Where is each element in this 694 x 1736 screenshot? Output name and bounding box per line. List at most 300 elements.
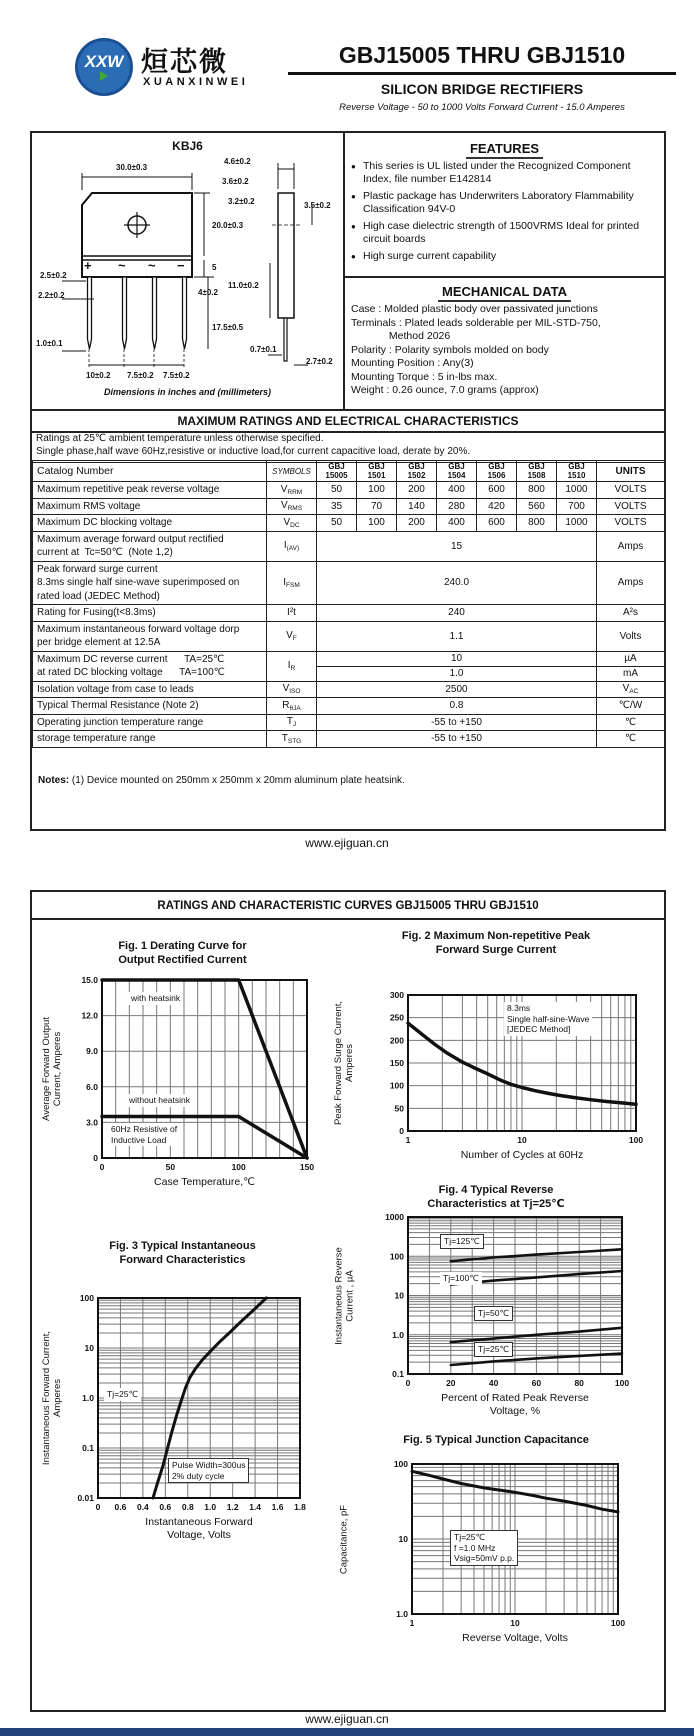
axis-tick-label: 0.6	[159, 1502, 172, 1512]
y-axis-label	[333, 975, 355, 1151]
symbol-subscript: RRM	[287, 488, 303, 496]
row-value: 100	[357, 515, 397, 532]
axis-tick-label: 15.0	[81, 975, 98, 985]
axis-tick-label: 200	[389, 1035, 404, 1046]
part-number-line: GBJ	[368, 462, 385, 471]
symbol-text: I	[287, 660, 291, 671]
row-symbol	[267, 651, 317, 681]
dimension-label: 2.7±0.2	[306, 357, 333, 366]
figure-title-line: Characteristics at Tj=25℃	[427, 1197, 565, 1210]
header-part-number	[317, 461, 357, 482]
dimension-label: 11.0±0.2	[228, 281, 259, 290]
row-value: 2500	[317, 681, 597, 698]
table-row	[33, 515, 665, 532]
table-row	[33, 681, 665, 698]
axis-tick-label: 0	[405, 1378, 411, 1388]
axis-tick-label: 100	[389, 1080, 404, 1091]
axis-tick-label: 100	[79, 1293, 94, 1303]
package-outline-drawing	[32, 133, 343, 409]
ratings-note-1: Ratings at 25℃ ambient temperature unless otherwise specified.	[36, 433, 324, 444]
page2-frame	[30, 890, 666, 1712]
polarity-mark: ~	[118, 258, 126, 273]
header-catalog: Catalog Number	[33, 461, 267, 482]
axis-tick-label: 6.0	[86, 1081, 98, 1092]
symbol-subscript: STG	[287, 737, 302, 745]
axis-tick-label: 12.0	[81, 1010, 98, 1021]
axis-tick-label: 50	[165, 1162, 176, 1172]
drawing-caption: Dimensions in inches and (millimeters)	[103, 387, 272, 397]
axis-tick-label: 150	[299, 1162, 315, 1172]
y-axis-label-line: Current, Amperes	[52, 1031, 63, 1107]
axis-tick-label: 300	[389, 990, 404, 1000]
row-unit	[597, 531, 665, 561]
feature-item: ● High case dielectric strength of 1500VRMS Ideal for printed circuit boards	[363, 220, 656, 246]
x-axis-label	[78, 1516, 320, 1541]
symbol-text: V	[286, 630, 293, 641]
dimension-label: 3.5±0.2	[304, 201, 331, 210]
logo-english-name: XUANXINWEI	[143, 76, 249, 88]
axis-tick-label: 80	[574, 1378, 584, 1388]
dimension-label: 3.2±0.2	[228, 197, 255, 206]
logo-xxw-text: XXW	[84, 51, 124, 71]
chart-annotation	[474, 1342, 513, 1357]
y-axis-label	[339, 1444, 350, 1634]
axis-tick-label: 1.8	[294, 1502, 306, 1512]
row-value: 240	[317, 605, 597, 622]
row-unit	[597, 621, 665, 651]
axis-tick-label: 1.2	[226, 1502, 239, 1512]
row-value: 560	[517, 498, 557, 515]
x-axis-label	[388, 1392, 642, 1417]
axis-tick-label: 0.6	[114, 1502, 127, 1512]
axis-tick-label: 100	[393, 1459, 408, 1469]
ratings-note-2: Single phase,half wave 60Hz,resistive or inductive load,for current capacitive load, derate by 20%.	[36, 445, 471, 457]
chart-annotation	[128, 992, 183, 1005]
notes-text: (1) Device mounted on 250mm x 250mm x 20mm aluminum plate heatsink.	[69, 775, 405, 786]
figure-title-line: Fig. 1 Derating Curve for	[118, 940, 247, 952]
dimension-label: 4±0.2	[198, 288, 218, 297]
y-axis-label-line: Average Forward Output	[41, 1017, 52, 1121]
row-symbol	[267, 482, 317, 499]
figure-2-plot	[332, 930, 666, 1149]
table-row	[33, 531, 665, 561]
figure-title-line: Fig. 5 Typical Junction Capacitance	[403, 1434, 589, 1446]
row-label-line: Peak forward surge current	[37, 563, 158, 575]
row-label-line: Maximum DC blocking voltage	[37, 517, 173, 528]
ratings-tagline: Reverse Voltage - 50 to 1000 Volts Forward Current - 15.0 Amperes	[339, 102, 625, 113]
symbol-text: V	[280, 483, 288, 495]
symbol-text: I²t	[287, 607, 296, 619]
symbol-subscript: θJA	[289, 704, 301, 712]
symbol-text: ℃	[624, 733, 637, 745]
feature-item: ● Plastic package has Underwriters Laboratory Flammability Classification 94V-0	[363, 190, 656, 216]
mechanical-line: Method 2026	[351, 330, 451, 342]
chart-annotation-line: Vsig=50mV p.p.	[454, 1553, 515, 1563]
symbol-text: V	[280, 500, 288, 512]
table-row	[33, 561, 665, 605]
table-header-row	[33, 461, 665, 482]
row-symbol	[267, 621, 317, 651]
y-axis-label	[333, 1197, 355, 1394]
figure-title-line: Fig. 2 Maximum Non-repetitive Peak	[401, 930, 591, 942]
symbol-text: T	[286, 716, 293, 728]
figure-1	[40, 940, 325, 1205]
row-label-line: current at Tc=50℃ (Note 1,2)	[37, 547, 173, 558]
chart-annotation-line: [JEDEC Method]	[507, 1024, 571, 1034]
mechanical-line: Mounting Torque : 5 in-lbs max.	[351, 370, 498, 383]
table-notes	[32, 769, 664, 792]
features-list	[345, 160, 664, 263]
row-label-line: rated load (JEDEC Method)	[37, 590, 160, 602]
ratings-conditions	[32, 431, 664, 463]
ratings-table-wrap	[32, 460, 665, 748]
part-number-title: GBJ15005 THRU GBJ1510	[288, 42, 676, 75]
row-symbol	[267, 515, 317, 532]
row-value: 50	[317, 482, 357, 499]
chart-annotation-line: Pulse Width=300us	[172, 1460, 246, 1470]
diode-icon	[100, 71, 108, 81]
axis-tick-label: 250	[389, 1012, 404, 1023]
axis-tick-label: 0.1	[392, 1369, 404, 1379]
chart-annotation	[108, 1123, 180, 1146]
chart-annotation	[440, 1234, 484, 1249]
symbol-text: VOLTS	[614, 484, 647, 496]
chart-annotation	[440, 1272, 482, 1285]
row-value: 700	[557, 498, 597, 515]
brand-logo	[75, 38, 295, 110]
feature-item: ● This series is UL listed under the Recognized Component Index, file number E142814	[363, 160, 656, 186]
ratings-table	[32, 460, 665, 748]
chart-annotation	[450, 1530, 518, 1566]
dimension-label: 1.0±0.1	[36, 339, 63, 348]
table-row	[33, 698, 665, 715]
row-value: 800	[517, 482, 557, 499]
row-value: 140	[397, 498, 437, 515]
symbol-text: ℃	[624, 716, 637, 728]
part-number-line: GBJ	[568, 462, 585, 471]
axis-tick-label: 1.4	[249, 1502, 262, 1512]
row-value: 1.1	[317, 621, 597, 651]
axis-tick-label: 50	[394, 1103, 404, 1114]
x-axis-label-line: Reverse Voltage, Volts	[462, 1632, 568, 1644]
axis-tick-label: 150	[389, 1058, 404, 1068]
row-label-line: storage temperature range	[37, 733, 156, 744]
row-label-line: Typical Thermal Resistance (Note 2)	[37, 700, 199, 711]
curves-heading: RATINGS AND CHARACTERISTIC CURVES GBJ15005 THRU GBJ1510	[32, 892, 664, 920]
row-label-line: Maximum RMS voltage	[37, 500, 141, 512]
x-axis-label-line: Voltage, %	[489, 1404, 541, 1417]
dimension-label: 5	[212, 263, 217, 272]
symbol-text: VOLTS	[614, 500, 647, 512]
chart-annotation-line: 8.3ms	[507, 1003, 531, 1013]
chart-annotation-line: Tj=25℃	[454, 1532, 486, 1542]
ratings-heading: MAXIMUM RATINGS AND ELECTRICAL CHARACTERISTICS	[32, 409, 664, 433]
symbol-text: Amps	[617, 540, 644, 552]
axis-tick-label: 20	[446, 1378, 456, 1388]
part-number-line: 1510	[567, 471, 586, 480]
row-label	[33, 698, 267, 715]
figure-3	[40, 1240, 325, 1570]
axis-tick-label: 1	[405, 1135, 411, 1145]
row-label-line: Maximum repetitive peak reverse voltage	[37, 484, 220, 495]
row-value: 280	[437, 498, 477, 515]
row-value: -55 to +150	[317, 731, 597, 748]
dimension-label: 20.0±0.3	[212, 221, 244, 230]
polarity-mark: ~	[148, 258, 156, 273]
mechanical-list	[345, 303, 664, 398]
axis-tick-label: 1.0	[82, 1393, 94, 1403]
row-value: 0.8	[317, 698, 597, 715]
dimension-label: 17.5±0.5	[212, 323, 244, 332]
header-part-number	[437, 461, 477, 482]
chart-annotation	[474, 1306, 513, 1321]
row-value: 15	[317, 531, 597, 561]
features-heading: FEATURES	[345, 141, 664, 156]
part-number-line: GBJ	[448, 462, 465, 471]
row-value: 35	[317, 498, 357, 515]
row-label-line: Operating junction temperature range	[37, 716, 204, 728]
chart-annotation-line: Single half-sine-Wave	[507, 1013, 590, 1024]
axis-tick-label: 10	[84, 1343, 94, 1353]
symbol-text: VOLTS	[614, 517, 647, 529]
axis-tick-label: 10	[394, 1290, 404, 1301]
axis-tick-label: 1	[409, 1618, 415, 1628]
axis-tick-label: 10	[517, 1135, 527, 1145]
symbol-subscript: FSM	[286, 581, 300, 589]
row-label-line: Maximum DC reverse current TA=25℃	[37, 653, 225, 665]
mechanical-line: Terminals : Plated leads solderable per MIL-STD-750,	[351, 316, 601, 329]
table-row	[33, 482, 665, 499]
dimension-label: 7.5±0.2	[127, 371, 154, 380]
y-axis-label	[41, 1278, 63, 1518]
figure-2	[332, 930, 660, 1185]
row-value: 600	[477, 515, 517, 532]
row-label-line: 8.3ms single half sine-wave superimposed on	[37, 577, 240, 588]
axis-tick-label: 60	[531, 1378, 542, 1388]
chart-annotation	[104, 1388, 141, 1401]
row-unit	[597, 482, 665, 499]
row-label	[33, 515, 267, 532]
y-axis-label-line: Current , µA	[344, 1269, 355, 1322]
symbol-text: Amps	[617, 577, 644, 589]
axis-tick-label: 0.1	[82, 1443, 94, 1453]
figure-4	[332, 1184, 660, 1434]
table-row	[33, 621, 665, 651]
part-number-line: 1506	[487, 471, 506, 480]
row-label-line: Maximum instantaneous forward voltage dorp	[37, 623, 240, 635]
part-number-line: GBJ	[408, 462, 425, 471]
row-label	[33, 731, 267, 748]
chart-annotation	[168, 1458, 249, 1483]
polarity-mark: −	[177, 258, 185, 273]
row-label	[33, 651, 267, 681]
row-symbol	[267, 605, 317, 622]
chart-annotation	[126, 1094, 193, 1107]
row-label	[33, 605, 267, 622]
row-unit	[597, 714, 665, 731]
header-units: UNITS	[597, 461, 665, 482]
row-unit: µA	[597, 651, 665, 666]
row-value: -55 to +150	[317, 714, 597, 731]
header-part-number	[477, 461, 517, 482]
table-row	[33, 714, 665, 731]
symbol-text: V	[283, 516, 291, 528]
figure-title-line: Forward Surge Current	[435, 943, 557, 956]
row-unit	[597, 498, 665, 515]
row-value: 800	[517, 515, 557, 532]
symbol-subscript: (AV)	[286, 545, 300, 552]
chart-annotation	[504, 1002, 592, 1036]
row-value: 200	[397, 515, 437, 532]
axis-tick-label: 100	[231, 1162, 246, 1172]
x-axis-label-line: Number of Cycles at 60Hz	[460, 1149, 584, 1161]
row-label-line: Maximum average forward output rectified	[37, 533, 224, 545]
row-value: 70	[357, 498, 397, 515]
row-unit	[597, 605, 665, 622]
x-axis-label	[82, 1176, 327, 1189]
dimension-label: 2.5±0.2	[40, 271, 67, 280]
row-label	[33, 498, 267, 515]
axis-tick-label: 9.0	[86, 1046, 98, 1057]
x-axis-label	[388, 1149, 656, 1162]
symbol-subscript: AC	[629, 688, 639, 696]
mechanical-line: Polarity : Polarity symbols molded on body	[351, 343, 549, 356]
axis-tick-label: 1.0	[396, 1609, 408, 1619]
x-axis-label-line: Percent of Rated Peak Reverse	[441, 1392, 589, 1404]
axis-tick-label: 1.0	[204, 1502, 217, 1512]
part-number-line: GBJ	[528, 462, 545, 471]
part-number-line: GBJ	[328, 462, 345, 471]
symbol-text: V	[622, 683, 630, 695]
axis-tick-label: 3.0	[86, 1117, 98, 1128]
symbol-text: V	[282, 683, 290, 695]
axis-tick-label: 10	[510, 1618, 520, 1628]
symbol-subscript: R	[290, 665, 296, 672]
chart-annotation-line: with heatsink	[131, 993, 181, 1003]
header-part-number	[517, 461, 557, 482]
row-label-line: Isolation voltage from case to leads	[37, 683, 194, 695]
dimension-label: 3.6±0.2	[222, 177, 249, 186]
mechanical-line: Weight : 0.26 ounce, 7.0 grams (approx)	[351, 384, 539, 396]
row-label	[33, 561, 267, 605]
symbol-text: R	[282, 699, 290, 711]
mechanical-section	[345, 276, 664, 409]
axis-tick-label: 40	[488, 1378, 499, 1388]
chart-annotation-line: Tj=25℃	[478, 1344, 510, 1354]
dimension-label: 2.2±0.2	[38, 291, 65, 300]
row-value: 200	[397, 482, 437, 499]
axis-tick-label: 10	[398, 1534, 408, 1544]
header-symbols: SYMBOLS	[267, 461, 317, 482]
mechanical-heading: MECHANICAL DATA	[345, 284, 664, 299]
chart-annotation-line: 2% duty cycle	[172, 1470, 225, 1481]
row-value: 600	[477, 482, 517, 499]
symbol-subscript: DC	[290, 521, 300, 529]
symbol-text: I	[283, 540, 287, 551]
table-row	[33, 605, 665, 622]
row-label	[33, 531, 267, 561]
header-part-number	[357, 461, 397, 482]
axis-tick-label: 0	[93, 1153, 98, 1163]
symbol-subscript: RMS	[287, 505, 303, 513]
y-axis-label-line: Capacitance, pF	[338, 1504, 350, 1574]
axis-tick-label: 0.4	[136, 1502, 149, 1512]
row-value: 10	[317, 651, 597, 666]
bottom-bar	[0, 1728, 694, 1736]
symbol-text: ℃/W	[618, 700, 643, 712]
chart-annotation-line: Tj=100℃	[443, 1273, 479, 1283]
dimension-label: 0.7±0.1	[250, 345, 277, 354]
row-symbol	[267, 681, 317, 698]
row-symbol	[267, 698, 317, 715]
figure-5	[332, 1434, 660, 1684]
table-row	[33, 498, 665, 515]
notes-label: Notes:	[38, 775, 70, 786]
axis-tick-label: 0	[95, 1502, 101, 1512]
package-drawing	[32, 133, 343, 409]
row-value: 50	[317, 515, 357, 532]
row-unit	[597, 698, 665, 715]
y-axis-label-line: Instantaneous Forward Current,	[41, 1330, 52, 1466]
feature-item: ● High surge current capability	[363, 250, 656, 263]
row-label-line: at rated DC blocking voltage TA=100℃	[37, 667, 225, 678]
axis-tick-label: 1.0	[392, 1329, 404, 1340]
axis-tick-label: 100	[389, 1251, 404, 1262]
y-axis-label-line: Peak Forward Surge Current,	[333, 1000, 344, 1126]
row-unit	[597, 561, 665, 605]
dimension-label: 30.0±0.3	[116, 163, 148, 172]
row-value: 420	[477, 498, 517, 515]
row-unit	[597, 681, 665, 698]
axis-tick-label: 1000	[385, 1212, 404, 1222]
axis-tick-label: 100	[614, 1378, 630, 1388]
table-row	[33, 651, 665, 666]
part-number-line: 1501	[367, 471, 386, 480]
dimension-label: 4.6±0.2	[224, 157, 251, 166]
x-axis-label-line: Case Temperature,℃	[154, 1176, 255, 1188]
chart-annotation-line: Tj=25℃	[107, 1389, 139, 1399]
chart-annotation-line: Inductive Load	[111, 1134, 167, 1145]
row-value: 1000	[557, 482, 597, 499]
part-number-line: 15005	[325, 471, 348, 480]
row-value: 1000	[557, 515, 597, 532]
chart-annotation-line: Tj=125℃	[444, 1236, 480, 1246]
figure-1-plot	[40, 940, 337, 1176]
device-type-title: SILICON BRIDGE RECTIFIERS	[380, 81, 584, 97]
part-number-line: 1504	[447, 471, 466, 480]
header-part-number	[557, 461, 597, 482]
polarity-mark: +	[84, 258, 92, 273]
symbol-subscript: F	[292, 635, 297, 642]
y-axis-label-line: Amperes	[344, 1044, 355, 1083]
chart-annotation-line: f =1.0 MHz	[454, 1542, 496, 1553]
mechanical-line: Case : Molded plastic body over passivated junctions	[351, 303, 598, 315]
table-row	[33, 731, 665, 748]
symbol-text: T	[281, 732, 288, 744]
page2-footer-url: www.ejiguan.cn	[305, 1712, 389, 1726]
dimension-label: 7.5±0.2	[163, 371, 190, 380]
chart-annotation-line: Tj=50℃	[478, 1308, 510, 1318]
mechanical-line: Mounting Position : Any(3)	[351, 357, 474, 369]
row-label	[33, 681, 267, 698]
row-unit	[597, 731, 665, 748]
row-label	[33, 621, 267, 651]
symbol-text: I	[283, 576, 287, 588]
axis-tick-label: 0.8	[181, 1502, 194, 1512]
row-label-line: Rating for Fusing(t<8.3ms)	[37, 607, 156, 618]
axis-tick-label: 0.01	[77, 1493, 94, 1503]
axis-tick-label: 100	[610, 1618, 626, 1628]
